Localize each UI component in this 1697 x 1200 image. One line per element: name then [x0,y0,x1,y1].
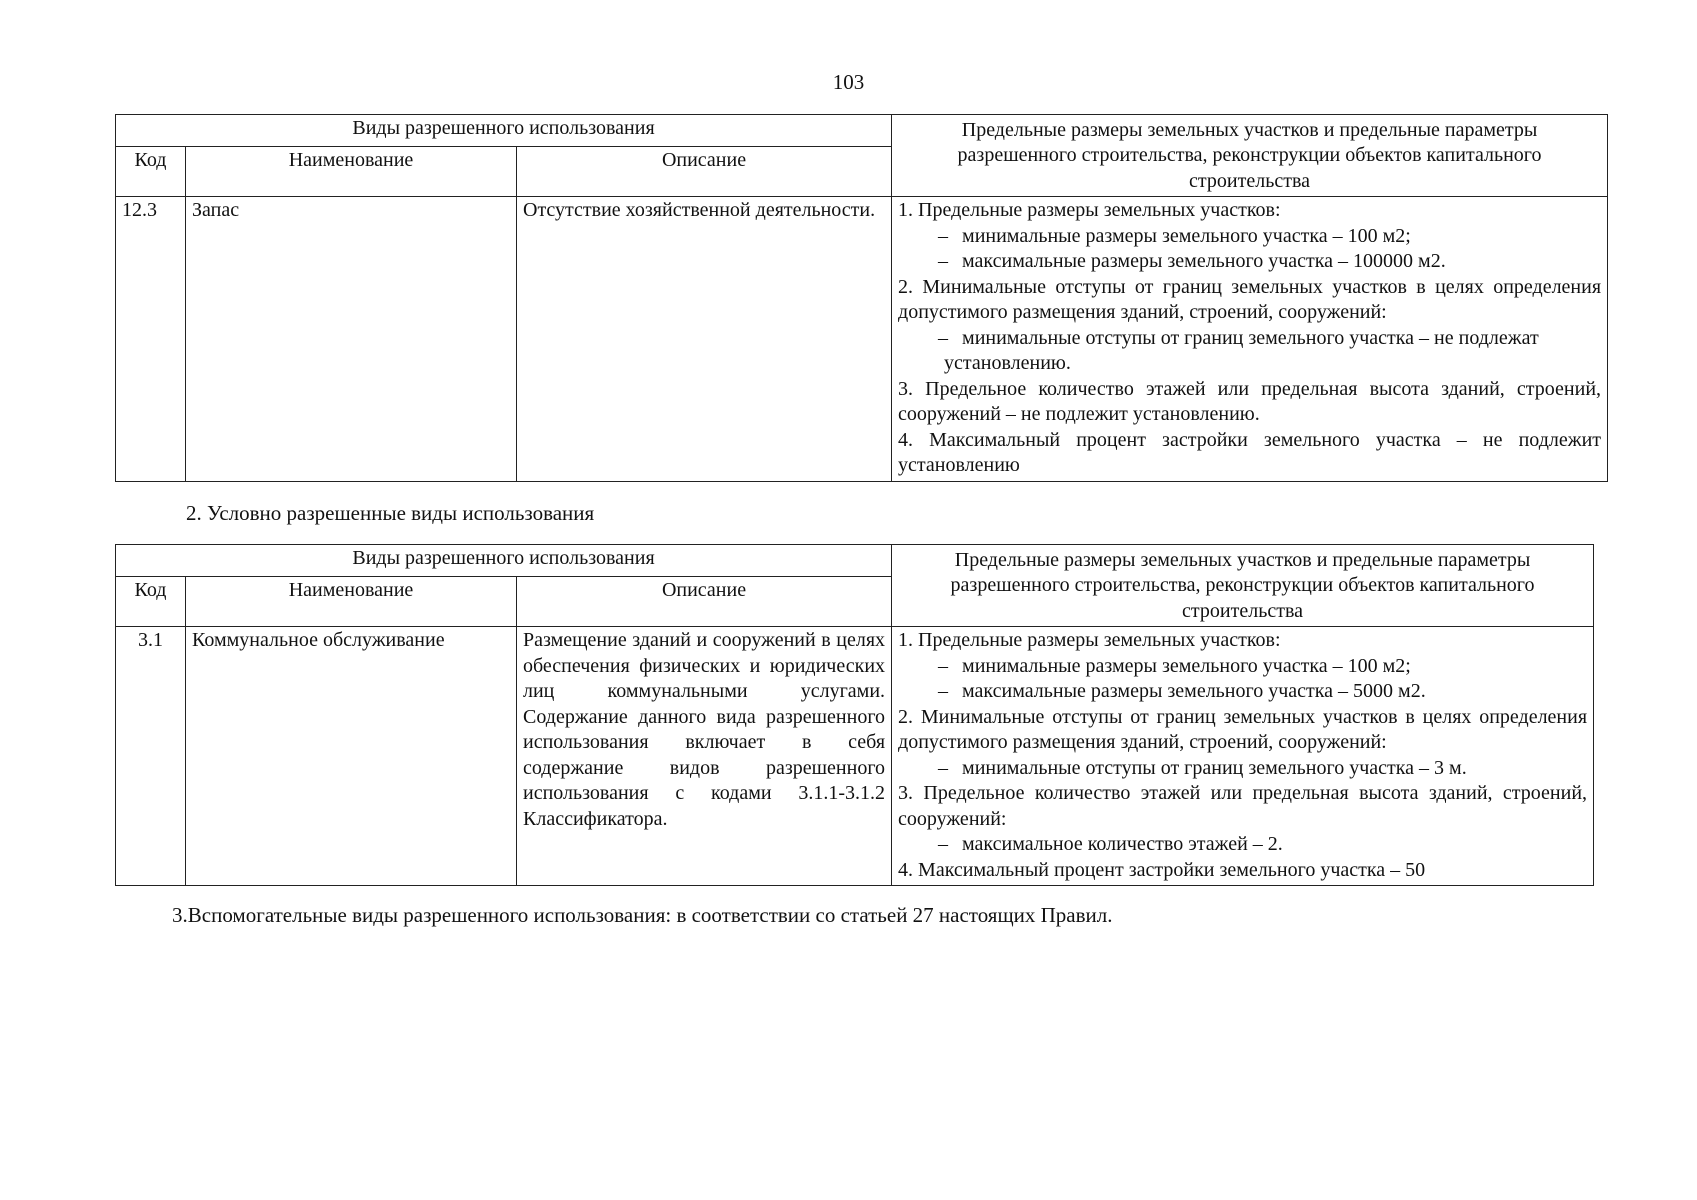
section-2-title: 2. Условно разрешенные виды использования [186,501,595,525]
row-code: 3.1 [116,627,186,886]
param-1b: – максимальные размеры земельного участка – 100000 м2. [938,250,1446,272]
param-1a: – минимальные размеры земельного участка – 100 м2; [938,224,1411,247]
header-description: Описание [517,147,892,197]
row-name: Запас [186,197,517,482]
param-3: 3. Предельное количество этажей или предельная высота зданий, строений, сооружений: [898,782,1588,830]
param-1a: – минимальные размеры земельного участка – 100 м2; [938,654,1411,677]
header-group: Виды разрешенного использования [116,115,892,147]
param-3a: – максимальное количество этажей – 2. [938,833,1283,855]
header-name: Наименование [186,577,517,627]
row-code: 12.3 [116,197,186,482]
param-4: 4. Максимальный процент застройки земельного участка – 50 [898,858,1426,881]
param-4: 4. Максимальный процент застройки земельного участка – не подлежит установлению [898,428,1602,476]
page-number: 103 [832,70,865,94]
row-description: Отсутствие хозяйственной деятельности. [517,197,892,482]
permitted-use-table [115,114,1608,482]
param-2a: – минимальные отступы от границ земельного участка – не подлежат [938,326,1539,349]
row-description: Размещение зданий и сооружений в целях обеспечения физических и юридических лиц коммунальными услугами. Содержание данного вида разрешенного использования включает в себя содержание видов разрешенного использования с кодами 3.1.1-3.1.2 Классификатора. [517,627,892,886]
header-description: Описание [517,577,892,627]
row-params [892,627,1594,886]
header-group: Виды разрешенного использования [116,545,892,577]
param-3: 3. Предельное количество этажей или предельная высота зданий, строений, сооружений – не подлежит установлению. [898,377,1602,425]
header-name: Наименование [186,147,517,197]
header-params: Предельные размеры земельных участков и предельные параметры разрешенного строительства, реконструкции объектов капитального строительства [892,115,1608,197]
param-2: 2. Минимальные отступы от границ земельных участков в целях определения допустимого размещения зданий, строений, сооружений: [898,705,1588,753]
header-params: Предельные размеры земельных участков и предельные параметры разрешенного строительства, реконструкции объектов капитального строительства [892,545,1594,627]
param-1b: – максимальные размеры земельного участка – 5000 м2. [938,680,1426,702]
table-row [116,627,1594,886]
param-2a: – минимальные отступы от границ земельного участка – 3 м. [938,756,1467,779]
row-params [892,197,1608,482]
param-1: 1. Предельные размеры земельных участков: [898,629,1281,651]
param-2: 2. Минимальные отступы от границ земельных участков в целях определения допустимого размещения зданий, строений, сооружений: [898,275,1602,323]
param-2a-cont: установлению. [944,352,1071,374]
conditional-use-table [115,544,1594,886]
table-row [116,197,1608,482]
header-code: Код [116,577,186,627]
param-1: 1. Предельные размеры земельных участков: [898,199,1281,221]
row-name: Коммунальное обслуживание [186,627,517,886]
header-code: Код [116,147,186,197]
section-3-text: 3.Вспомогательные виды разрешенного использования: в соответствии со статьей 27 настоящих Правил. [172,903,1113,927]
